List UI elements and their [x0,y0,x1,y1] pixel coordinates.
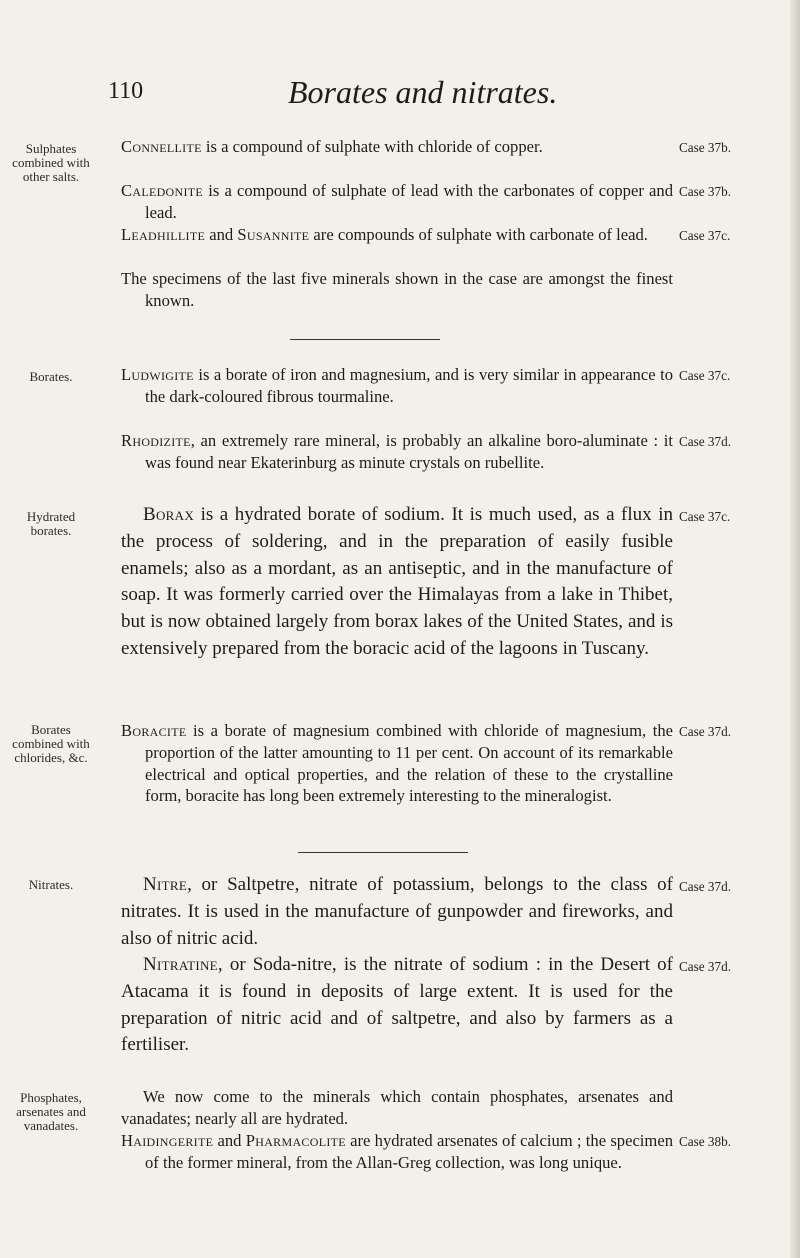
margin-note-hydrated-borates: Hydrated borates. [26,509,76,538]
paragraph-nitre [121,872,673,952]
mineral-name-2: Pharmacolite [245,1131,346,1150]
paragraph-leadhillite [121,224,673,246]
section-divider [298,852,468,853]
page-edge [790,0,800,1258]
paragraph-haidingerite [121,1130,673,1174]
margin-note-sulphates: Sulphates combined with other salts. [12,141,90,184]
paragraph-text: is a borate of magnesium combined with chloride of magnesium, the proportion of the latter amounting to 11 per cent. On account of its remarkable electrical and optical properties, and the relation of these to the crystalline form, boracite has long been extremely interesting to the mineralogist. [145,721,673,806]
case-ref-connellite: Case 37b. [679,140,732,155]
case-ref-nitratine: Case 37d. [679,959,732,974]
case-ref-leadhillite: Case 37c. [679,228,731,243]
margin-note-phosphates: Phosphates, arsenates and vanadates. [16,1090,86,1133]
paragraph-caledonite [121,180,673,224]
mineral-name: Rhodizite [121,431,191,450]
paragraph-text: , or Soda-nitre, is the nitrate of sodium : in the Desert of Atacama it is found in deposits of large extent. It is used for the preparation of nitric acid and of saltpetre, and also by farmers as a fertiliser. [121,954,673,1056]
case-ref-boracite: Case 37d. [679,724,732,739]
running-title: Borates and nitrates. [288,74,558,110]
paragraph-boracite [121,720,673,807]
paragraph-text: We now come to the minerals which contain phosphates, arsenates and vanadates; nearly all are hydrated. [121,1087,673,1128]
paragraph-text: , an extremely rare mineral, is probably an alkaline boro-aluminate : it was found near Ekaterinburg as minute crystals on rubellite. [145,431,673,472]
case-ref-rhodizite: Case 37d. [679,434,732,449]
mineral-name: Borax [143,504,195,525]
paragraph-rhodizite [121,430,673,474]
paragraph-ludwigite [121,364,673,408]
case-ref-haidingerite: Case 38b. [679,1134,732,1149]
paragraph-text: is a hydrated borate of sodium. It is much used, as a flux in the process of soldering, and in the preparation of easily fusible enamels; also as a mordant, as an antiseptic, and in the manufacture of soap. It was formerly carried over the Himalayas from a lake in Thibet, but is now obtained largely from borax lakes of the United States, and is extensively prepared from the boracic acid of the lagoons in Tuscany. [121,504,673,659]
mineral-name: Nitratine [143,954,218,975]
case-ref-ludwigite: Case 37c. [679,368,731,383]
paragraph-text: is a compound of sulphate with chloride of copper. [201,137,543,156]
margin-note-nitrates: Nitrates. [28,877,74,892]
paragraph-text: , or Saltpetre, nitrate of potassium, belongs to the class of nitrates. It is used in the manufacture of gunpowder and fireworks, and also of nitric acid. [121,874,673,949]
margin-note-borates: Borates. [29,369,73,384]
paragraph-text: are compounds of sulphate with carbonate of lead. [309,225,648,244]
mineral-name: Boracite [121,721,187,740]
paragraph-text: is a borate of iron and magnesium, and is very similar in appearance to the dark-coloured fibrous tourmaline. [145,365,673,406]
mineral-name: Connellite [121,137,202,156]
page-header [0,74,800,118]
paragraph-text: The specimens of the last five minerals shown in the case are amongst the finest known. [121,269,673,310]
paragraph-borax [121,502,673,663]
paragraph-connector: and [205,225,238,244]
section-divider [290,339,440,340]
paragraph-specimens [121,268,673,312]
paragraph-connector: and [213,1131,246,1150]
paragraph-text: is a compound of sulphate of lead with the carbonates of copper and lead. [145,181,673,222]
page-number: 110 [108,78,144,104]
paragraph-text: are hydrated arsenates of calcium ; the specimen of the former mineral, from the Allan-Greg collection, was long unique. [145,1131,673,1172]
paragraph-phosphates-intro [121,1086,673,1130]
mineral-name: Ludwigite [121,365,194,384]
paragraph-connellite [121,136,673,158]
mineral-name: Leadhillite [121,225,206,244]
paragraph-nitratine [121,952,673,1059]
mineral-name: Nitre [143,874,188,895]
mineral-name: Caledonite [121,181,204,200]
case-ref-caledonite: Case 37b. [679,184,732,199]
mineral-name: Haidingerite [121,1131,214,1150]
case-ref-borax: Case 37c. [679,509,731,524]
case-ref-nitre: Case 37d. [679,879,732,894]
mineral-name-2: Susannite [237,225,310,244]
margin-note-borates-chlorides: Borates combined with chlorides, &c. [12,722,90,765]
